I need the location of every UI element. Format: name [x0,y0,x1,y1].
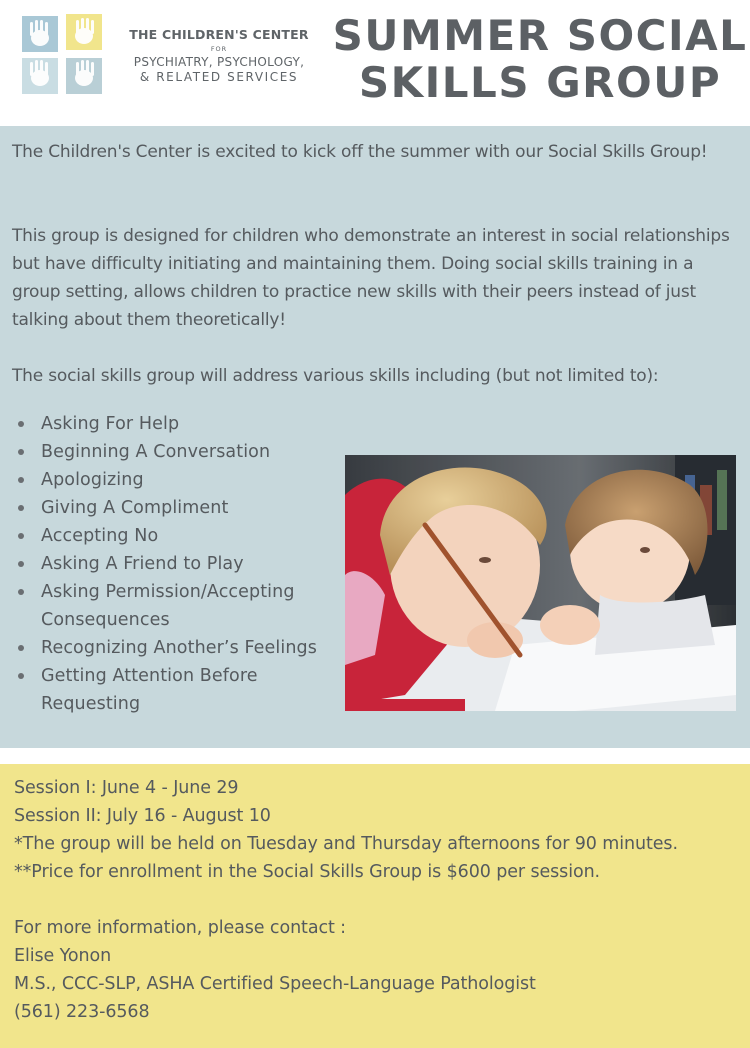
org-name-line: THE CHILDREN'S CENTER [129,27,309,42]
purpose-paragraph: This group is designed for children who demonstrate an interest in social relationships but have difficulty initiating and maintaining them. Doing social skills training in a group setting, allows children to practice new skills with their peers instead of just talking about them theoretically! [12,226,730,330]
hands-logo-icon [14,10,110,100]
session-2-dates: Session II: July 16 - August 10 [14,806,271,826]
list-item: Getting Attention Before Requesting [0,662,330,718]
org-related-line: & RELATED SERVICES [139,70,299,84]
page-title [330,12,750,106]
list-item: Giving A Compliment [0,494,330,522]
skills-list [0,410,330,718]
organization-name [119,27,319,84]
skills-intro-paragraph: The social skills group will address various skills including (but not limited to): [12,366,659,386]
title-line-2: SKILLS GROUP [358,58,722,107]
children-drawing-photo [345,455,736,711]
section-divider [0,748,750,764]
org-for-line: FOR [210,45,228,53]
title-line-1: SUMMER SOCIAL [332,11,748,60]
description-panel [0,126,750,748]
list-item: Asking Permission/Accepting Consequences [0,578,330,634]
list-item: Beginning A Conversation [0,438,330,466]
list-item: Apologizing [0,466,330,494]
header [0,0,750,126]
session-info-panel [0,764,750,1048]
list-item: Asking For Help [0,410,330,438]
contact-title: M.S., CCC-SLP, ASHA Certified Speech-Language Pathologist [14,974,536,994]
org-services-line: PSYCHIATRY, PSYCHOLOGY, [133,55,305,69]
list-item: Recognizing Another’s Feelings [0,634,330,662]
list-item: Asking A Friend to Play [0,550,330,578]
contact-phone: (561) 223-6568 [14,1002,150,1022]
session-1-dates: Session I: June 4 - June 29 [14,778,239,798]
list-item: Accepting No [0,522,330,550]
price-note: **Price for enrollment in the Social Skills Group is $600 per session. [14,862,601,882]
intro-paragraph: The Children's Center is excited to kick off the summer with our Social Skills Group! [12,142,708,162]
schedule-note: *The group will be held on Tuesday and Thursday afternoons for 90 minutes. [14,834,678,854]
contact-name: Elise Yonon [14,946,112,966]
contact-intro: For more information, please contact : [14,918,346,938]
